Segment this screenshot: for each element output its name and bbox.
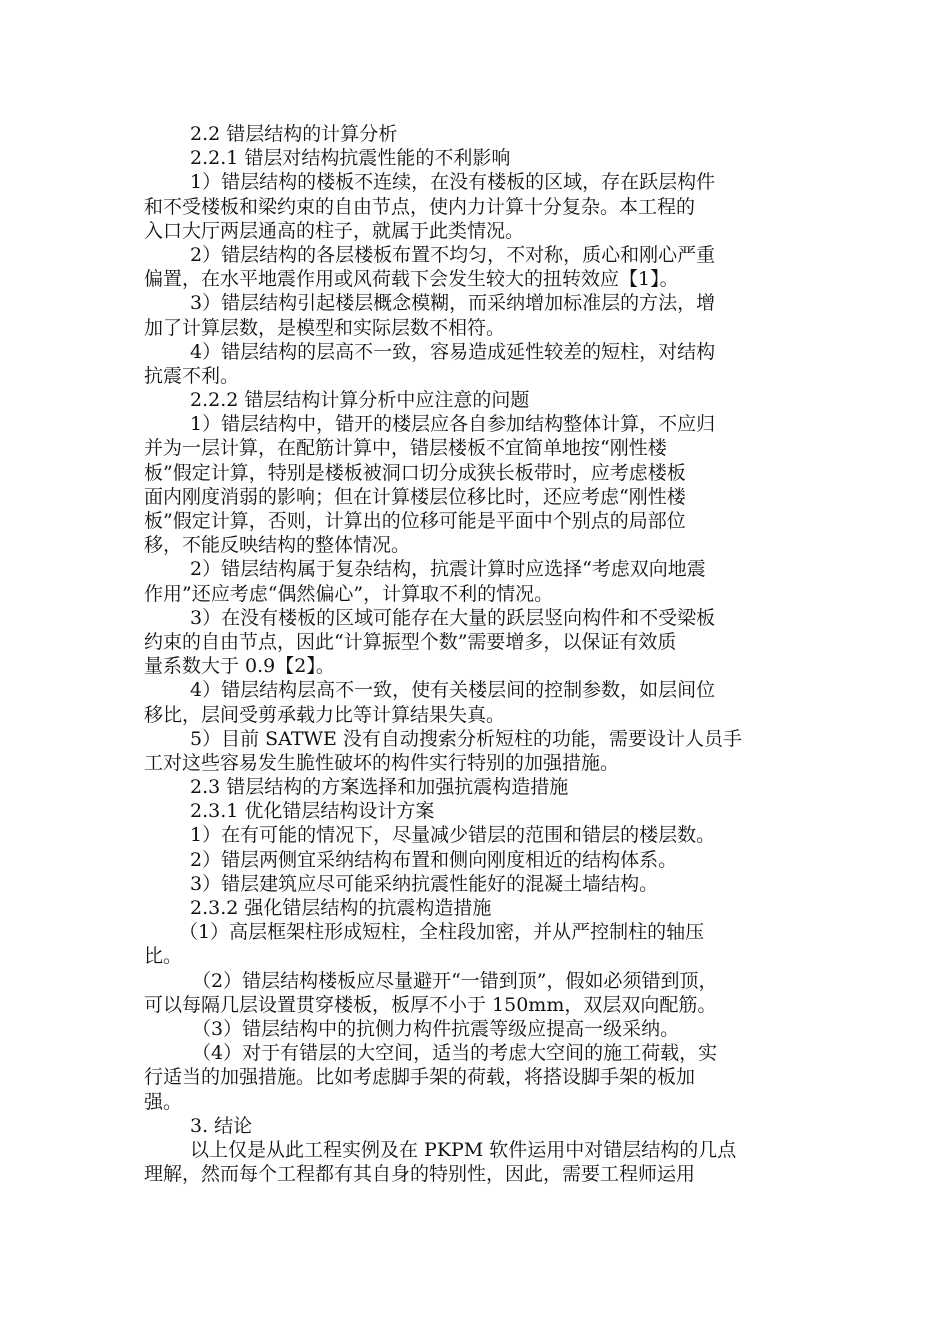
paragraph-line: 2）错层两侧宜采纳结构布置和侧向刚度相近的结构体系。 bbox=[190, 848, 678, 871]
paragraph-line: 3）错层建筑应尽可能采纳抗震性能好的混凝土墙结构。 bbox=[190, 872, 659, 895]
paragraph-line: 理解，然而每个工程都有其自身的特别性，因此，需要工程师运用 bbox=[144, 1163, 696, 1186]
paragraph-line: 并为一层计算，在配筋计算中，错层楼板不宜简单地按“刚性楼 bbox=[144, 437, 667, 460]
paragraph-line: 量系数大于 0.9【2】。 bbox=[144, 655, 335, 678]
paragraph-line: 入口大厅两层通高的柱子，就属于此类情况。 bbox=[144, 219, 525, 242]
paragraph-line: 2）错层结构的各层楼板布置不均匀，不对称，质心和刚心严重 bbox=[190, 243, 716, 266]
paragraph-line: （3）错层结构中的抗侧力构件抗震等级应提高一级采纳。 bbox=[192, 1017, 680, 1040]
paragraph-line: 5）目前 SATWE 没有自动搜索分析短柱的功能，需要设计人员手 bbox=[190, 727, 742, 750]
paragraph-line: 4）错层结构的层高不一致，容易造成延性较差的短柱，对结构 bbox=[190, 340, 716, 363]
paragraph-line: （2）错层结构楼板应尽量避开“一错到顶”，假如必须错到顶， bbox=[192, 969, 718, 992]
subsection-heading: 2.2.1 错层对结构抗震性能的不利影响 bbox=[190, 147, 511, 170]
section-heading: 2.2 错层结构的计算分析 bbox=[190, 123, 398, 145]
paragraph-line: 行适当的加强措施。比如考虑脚手架的荷载，将搭设脚手架的板加 bbox=[144, 1066, 696, 1089]
document-body bbox=[144, 122, 812, 1186]
paragraph-line: 工对这些容易发生脆性破坏的构件实行特别的加强措施。 bbox=[144, 751, 620, 774]
paragraph-line: 抗震不利。 bbox=[144, 364, 240, 387]
paragraph-line: （1）高层框架柱形成短柱，全柱段加密，并从严控制柱的轴压 bbox=[179, 921, 705, 944]
paragraph-line: 3）错层结构引起楼层概念模糊，而采纳增加标准层的方法，增 bbox=[190, 292, 716, 315]
section-heading: 2.3 错层结构的方案选择和加强抗震构造措施 bbox=[190, 776, 569, 799]
paragraph-line: 比。 bbox=[144, 945, 183, 968]
paragraph-line: 3）在没有楼板的区域可能存在大量的跃层竖向构件和不受梁板 bbox=[190, 606, 716, 629]
paragraph-line: 作用”还应考虑“偶然偏心”，计算取不利的情况。 bbox=[144, 582, 554, 605]
paragraph-line: 面内刚度消弱的影响；但在计算楼层位移比时，还应考虑“刚性楼 bbox=[144, 485, 686, 508]
paragraph-line: 移，不能反映结构的整体情况。 bbox=[144, 534, 411, 557]
paragraph-line: 和不受楼板和梁约束的自由节点，使内力计算十分复杂。本工程的 bbox=[144, 195, 696, 218]
paragraph-line: 强。 bbox=[144, 1090, 183, 1113]
subsection-heading: 2.3.1 优化错层结构设计方案 bbox=[190, 800, 435, 823]
paragraph-line: 板”假定计算，特别是楼板被洞口切分成狭长板带时，应考虑楼板 bbox=[144, 461, 686, 484]
paragraph-line: 偏置，在水平地震作用或风荷载下会发生较大的扭转效应【1】。 bbox=[144, 268, 679, 291]
paragraph-line: 1）错层结构中，错开的楼层应各自参加结构整体计算，不应归 bbox=[190, 413, 716, 436]
paragraph-line: 4）错层结构层高不一致，使有关楼层间的控制参数，如层间位 bbox=[190, 679, 716, 702]
paragraph-line: 1）错层结构的楼板不连续，在没有楼板的区域，存在跃层构件 bbox=[190, 171, 716, 194]
paragraph-line: 1）在有可能的情况下，尽量减少错层的范围和错层的楼层数。 bbox=[190, 824, 716, 847]
subsection-heading: 2.3.2 强化错层结构的抗震构造措施 bbox=[190, 897, 492, 919]
section-heading: 3. 结论 bbox=[190, 1114, 253, 1137]
paragraph-line: 2）错层结构属于复杂结构，抗震计算时应选择“考虑双向地震 bbox=[190, 558, 706, 581]
paragraph-line: （4）对于有错层的大空间，适当的考虑大空间的施工荷载，实 bbox=[192, 1042, 718, 1065]
paragraph-line: 以上仅是从此工程实例及在 PKPM 软件运用中对错层结构的几点 bbox=[190, 1138, 737, 1161]
paragraph-line: 加了计算层数，是模型和实际层数不相符。 bbox=[144, 316, 506, 339]
paragraph-line: 移比，层间受剪承载力比等计算结果失真。 bbox=[144, 703, 506, 726]
paragraph-line: 板”假定计算，否则，计算出的位移可能是平面中个别点的局部位 bbox=[144, 510, 686, 532]
paragraph-line: 约束的自由节点，因此“计算振型个数”需要增多，以保证有效质 bbox=[144, 630, 677, 653]
paragraph-line: 可以每隔几层设置贯穿楼板，板厚不小于 150mm，双层双向配筋。 bbox=[144, 993, 717, 1016]
subsection-heading: 2.2.2 错层结构计算分析中应注意的问题 bbox=[190, 389, 530, 412]
